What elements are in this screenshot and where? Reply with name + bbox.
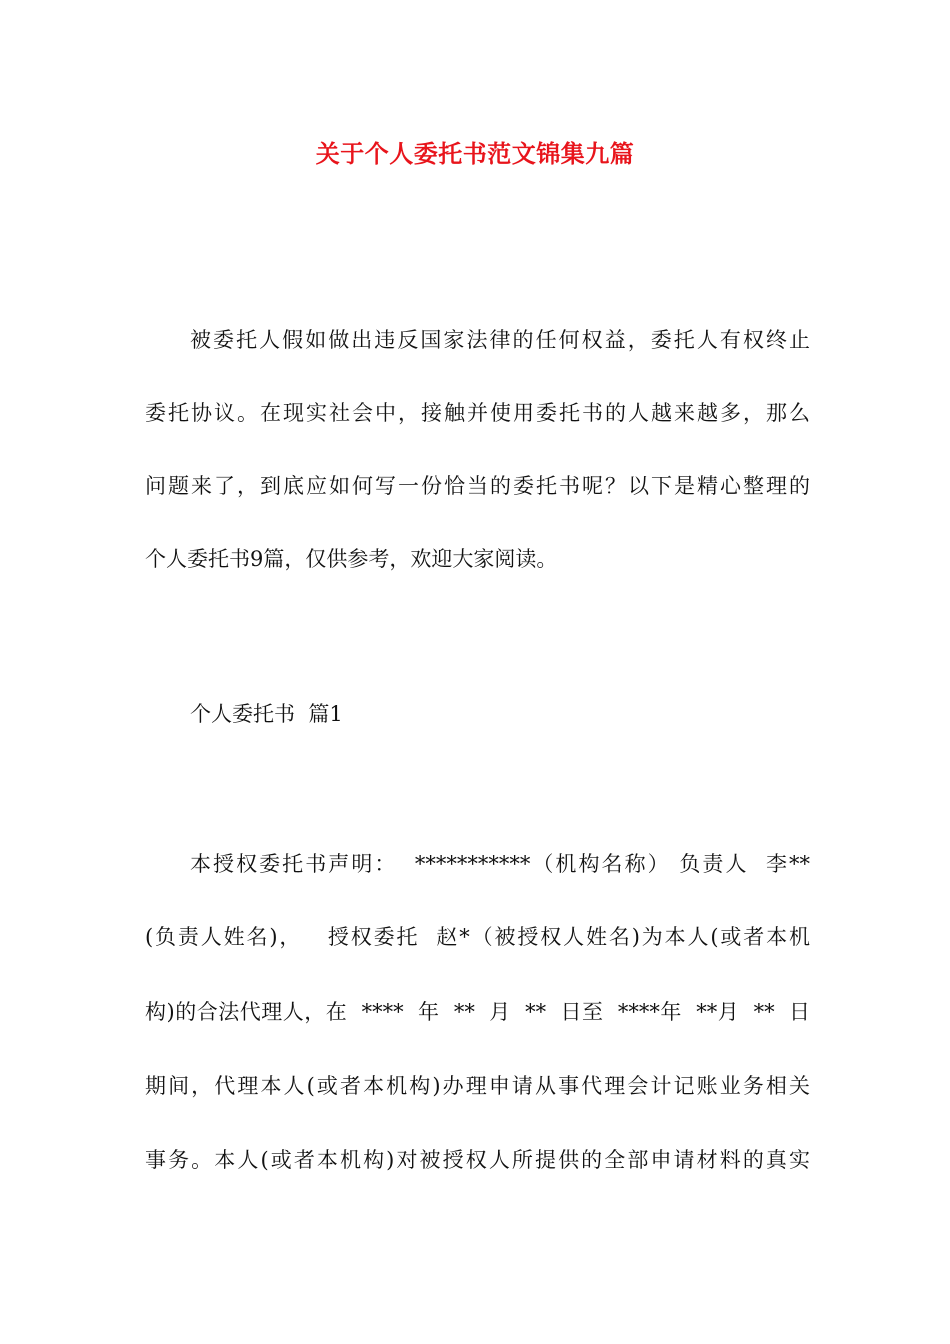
body-line: 构)的合法代理人，在 **** 年 ** 月 ** 日至 ****年 **月 ** 日 [145, 1000, 810, 1024]
section-heading: 个人委托书 篇1 [190, 702, 343, 726]
body-line: (负责人姓名)， 授权委托 赵*（被授权人姓名)为本人(或者本机 [145, 925, 810, 949]
body-line: 期间，代理本人(或者本机构)办理申请从事代理会计记账业务相关 [145, 1074, 810, 1098]
document-title: 关于个人委托书范文锦集九篇 [315, 140, 635, 168]
body-line: 事务。本人(或者本机构)对被授权人所提供的全部申请材料的真实 [145, 1148, 810, 1172]
body-line: 本授权委托书声明： ***********（机构名称） 负责人 李** [190, 852, 810, 876]
intro-line: 被委托人假如做出违反国家法律的任何权益，委托人有权终止 [190, 328, 810, 352]
intro-line: 问题来了，到底应如何写一份恰当的委托书呢？以下是精心整理的 [145, 474, 810, 498]
intro-line: 委托协议。在现实社会中，接触并使用委托书的人越来越多，那么 [145, 401, 810, 425]
intro-line: 个人委托书9篇，仅供参考，欢迎大家阅读。 [145, 547, 558, 571]
